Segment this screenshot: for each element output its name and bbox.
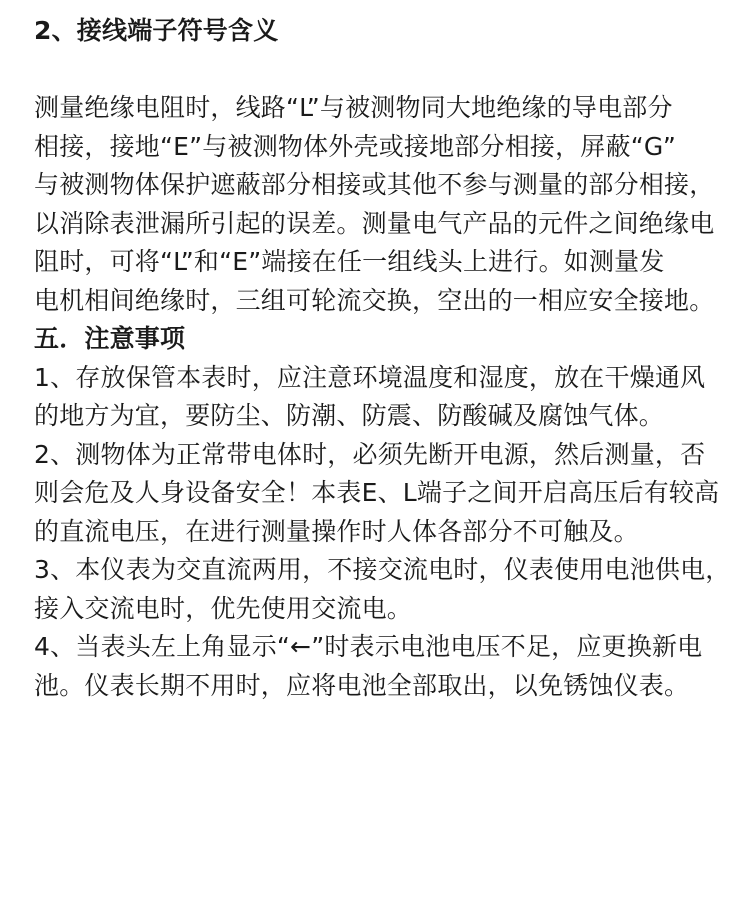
note-1 <box>34 359 734 436</box>
paragraph-line: 相接，接地“E”与被测物体外壳或接地部分相接，屏蔽“G” <box>34 131 677 161</box>
note-line: 接入交流电时，优先使用交流电。 <box>34 593 413 623</box>
note-line: 4、当表头左上角显示“←”时表示电池电压不足，应更换新电 <box>34 632 703 661</box>
note-line: 1、存放保管本表时，应注意环境温度和湿度，放在干燥通风 <box>34 362 706 392</box>
paragraph-terminal-meaning <box>34 89 734 320</box>
note-line: 的地方为宜，要防尘、防潮、防震、防酸碱及腐蚀气体。 <box>34 401 665 430</box>
paragraph-line: 测量绝缘电阻时，线路“L”与被测物同大地绝缘的导电部分 <box>34 93 673 122</box>
note-line: 池。仪表长期不用时，应将电池全部取出，以免锈蚀仪表。 <box>34 670 690 700</box>
paragraph-line: 与被测物体保护遮蔽部分相接或其他不参与测量的部分相接， <box>34 170 715 199</box>
note-line: 3、本仪表为交直流两用，不接交流电时，仪表使用电池供电， <box>34 555 731 584</box>
section-heading-precautions: 五．注意事项 <box>34 324 186 353</box>
note-line: 则会危及人身设备安全！本表E、L端子之间开启高压后有较高 <box>34 478 720 507</box>
note-3 <box>34 551 734 628</box>
spacer <box>34 51 734 90</box>
paragraph-line: 以消除表泄漏所引起的误差。测量电气产品的元件之间绝缘电 <box>34 208 715 238</box>
note-2 <box>34 436 734 552</box>
section-heading-terminals: 2、接线端子符号含义 <box>34 16 279 45</box>
note-4 <box>34 628 734 705</box>
document-body <box>34 12 734 705</box>
paragraph-line: 阻时，可将“L”和“E”端接在任一组线头上进行。如测量发 <box>34 247 665 276</box>
paragraph-line: 电机相间绝缘时，三组可轮流交换，空出的一相应安全接地。 <box>34 285 715 315</box>
note-line: 的直流电压，在进行测量操作时人体各部分不可触及。 <box>34 516 639 546</box>
note-line: 2、测物体为正常带电体时，必须先断开电源，然后测量，否 <box>34 439 706 469</box>
